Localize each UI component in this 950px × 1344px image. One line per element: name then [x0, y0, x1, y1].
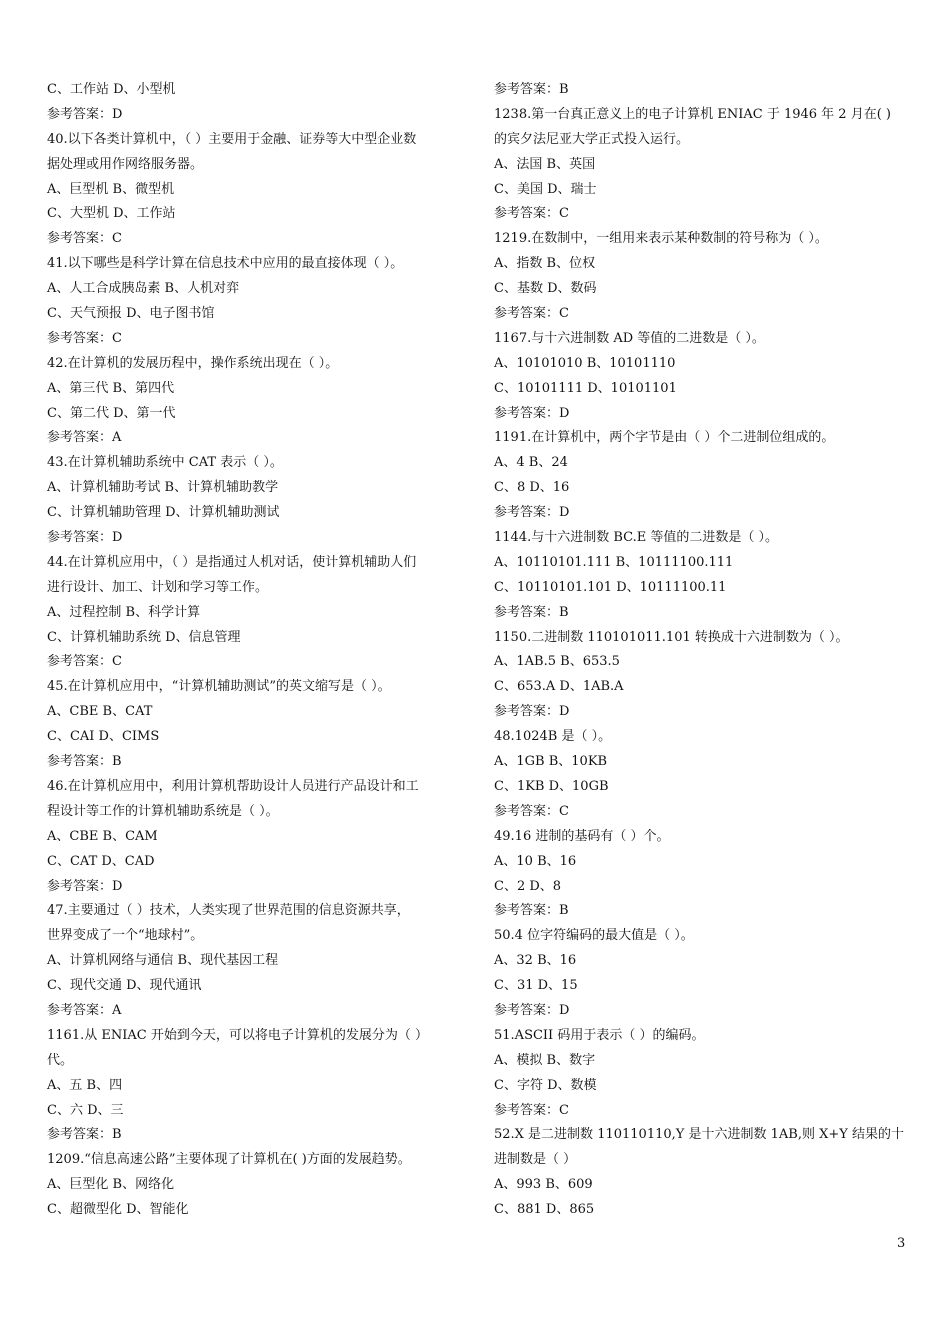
answer-line: 参考答案：C — [494, 206, 569, 222]
text-line: C、计算机辅助管理 D、计算机辅助测试 — [47, 505, 280, 521]
text-line: C、现代交通 D、现代通讯 — [47, 978, 202, 994]
text-line: A、巨型化 B、网络化 — [47, 1177, 175, 1193]
text-line: A、32 B、16 — [494, 953, 577, 969]
text-line: A、1GB B、10KB — [494, 754, 608, 770]
text-line: 48.1024B 是（ ）。 — [494, 729, 612, 745]
text-line: A、10110101.111 B、10111100.111 — [494, 554, 734, 570]
answer-line: 参考答案：C — [47, 231, 122, 247]
text-line: A、法国 B、英国 — [494, 156, 596, 172]
text-line: 47.主要通过（ ）技术，人类实现了世界范围的信息资源共享， — [47, 903, 410, 919]
text-line: 51.ASCII 码用于表示（ ）的编码。 — [494, 1027, 705, 1043]
text-line: C、653.A D、1AB.A — [494, 679, 624, 695]
text-line: A、4 B、24 — [494, 455, 568, 471]
text-line: C、881 D、865 — [494, 1202, 595, 1218]
text-line: C、大型机 D、工作站 — [47, 206, 176, 222]
text-line: 1161.从 ENIAC 开始到今天，可以将电子计算机的发展分为（ ） — [47, 1027, 428, 1043]
answer-line: 参考答案：B — [494, 903, 569, 919]
text-line: 进制数是（ ） — [494, 1152, 577, 1168]
text-line: A、10101010 B、10101110 — [494, 355, 676, 371]
answer-line: 参考答案：D — [47, 530, 123, 546]
text-line: 42.在计算机的发展历程中，操作系统出现在（ ）。 — [47, 355, 339, 371]
text-line: 45.在计算机应用中，“计算机辅助测试”的英文缩写是（ ）。 — [47, 679, 391, 695]
text-line: A、CBE B、CAM — [47, 828, 158, 844]
text-line: 1150.二进制数 110101011.101 转换成十六进制数为（ ）。 — [494, 629, 849, 645]
text-line: 的宾夕法尼亚大学正式投入运行。 — [494, 131, 690, 147]
text-line: A、10 B、16 — [494, 853, 577, 869]
answer-line: 参考答案：B — [494, 604, 569, 620]
answer-line: 参考答案：B — [47, 1127, 122, 1143]
text-line: 1209.“信息高速公路”主要体现了计算机在( )方面的发展趋势。 — [47, 1152, 411, 1168]
answer-line: 参考答案：D — [494, 1002, 570, 1018]
text-line: 43.在计算机辅助系统中 CAT 表示（ ）。 — [47, 455, 283, 471]
text-line: A、过程控制 B、科学计算 — [47, 604, 201, 620]
text-line: 1144.与十六进制数 BC.E 等值的二进数是（ ）。 — [494, 530, 779, 546]
answer-line: 参考答案：A — [47, 1002, 122, 1018]
text-line: C、CAT D、CAD — [47, 853, 155, 869]
text-line: C、字符 D、数模 — [494, 1077, 597, 1093]
text-line: 52.X 是二进制数 110110110,Y 是十六进制数 1AB,则 X+Y 结果的十 — [494, 1127, 904, 1143]
text-line: C、CAI D、CIMS — [47, 729, 160, 745]
answer-line: 参考答案：C — [47, 330, 122, 346]
text-line: C、计算机辅助系统 D、信息管理 — [47, 629, 241, 645]
text-line: A、人工合成胰岛素 B、人机对弈 — [47, 281, 240, 297]
text-line: A、993 B、609 — [494, 1177, 593, 1193]
text-line: C、第二代 D、第一代 — [47, 405, 176, 421]
text-line: 1191.在计算机中，两个字节是由（ ）个二进制位组成的。 — [494, 430, 835, 446]
answer-line: 参考答案：B — [47, 754, 122, 770]
answer-line: 参考答案：B — [494, 82, 569, 97]
answer-line: 参考答案：C — [494, 306, 569, 322]
answer-line: 参考答案：C — [47, 654, 122, 670]
text-line: 程设计等工作的计算机辅助系统是（ ）。 — [47, 803, 279, 819]
text-line: C、31 D、15 — [494, 978, 578, 994]
text-line: A、第三代 B、第四代 — [47, 380, 175, 396]
text-line: A、CBE B、CAT — [47, 704, 153, 720]
text-line: C、基数 D、数码 — [494, 281, 597, 297]
text-line: C、10101111 D、10101101 — [494, 380, 677, 396]
text-line: 世界变成了一个“地球村”。 — [47, 928, 204, 944]
text-line: 40.以下各类计算机中，（ ）主要用于金融、证券等大中型企业数 — [47, 131, 417, 147]
text-line: 代。 — [47, 1052, 74, 1068]
text-line: C、美国 D、瑞士 — [494, 181, 597, 197]
text-line: C、1KB D、10GB — [494, 778, 609, 794]
text-line: 49.16 进制的基码有（ ）个。 — [494, 828, 670, 844]
text-line: 46.在计算机应用中，利用计算机帮助设计人员进行产品设计和工 — [47, 778, 419, 794]
text-line: C、10110101.101 D、10111100.11 — [494, 579, 727, 595]
text-line: 据处理或用作网络服务器。 — [47, 156, 204, 172]
text-line: 进行设计、加工、计划和学习等工作。 — [47, 579, 269, 595]
left-column — [47, 78, 467, 1223]
text-line: C、2 D、8 — [494, 878, 562, 894]
right-column — [494, 78, 914, 1223]
answer-line: 参考答案：D — [494, 505, 570, 521]
text-line: C、六 D、三 — [47, 1102, 124, 1118]
text-line: 1238.第一台真正意义上的电子计算机 ENIAC 于 1946 年 2 月在( ) — [494, 106, 891, 122]
text-line: 1219.在数制中，一组用来表示某种数制的符号称为（ ）。 — [494, 231, 828, 247]
answer-line: 参考答案：D — [47, 878, 123, 894]
page-number: 3 — [897, 1236, 906, 1251]
text-line: A、五 B、四 — [47, 1077, 123, 1093]
text-line: A、指数 B、位权 — [494, 256, 596, 272]
text-line: A、计算机网络与通信 B、现代基因工程 — [47, 953, 279, 969]
text-line: A、模拟 B、数字 — [494, 1052, 596, 1068]
text-line: A、计算机辅助考试 B、计算机辅助教学 — [47, 480, 279, 496]
answer-line: 参考答案：D — [47, 106, 123, 122]
answer-line: 参考答案：C — [494, 803, 569, 819]
answer-line: 参考答案：D — [494, 704, 570, 720]
answer-line: 参考答案：D — [494, 405, 570, 421]
text-line: C、8 D、16 — [494, 480, 570, 496]
text-line: 44.在计算机应用中，（ ）是指通过人机对话，使计算机辅助人们 — [47, 554, 417, 570]
answer-line: 参考答案：A — [47, 430, 122, 446]
text-line: 1167.与十六进制数 AD 等值的二进数是（ ）。 — [494, 330, 765, 346]
text-line: C、超微型化 D、智能化 — [47, 1202, 189, 1218]
text-line: A、巨型机 B、微型机 — [47, 181, 175, 197]
answer-line: 参考答案：C — [494, 1102, 569, 1118]
text-line: C、天气预报 D、电子图书馆 — [47, 306, 215, 322]
text-line: 41.以下哪些是科学计算在信息技术中应用的最直接体现（ ）。 — [47, 256, 404, 272]
text-line: A、1AB.5 B、653.5 — [494, 654, 620, 670]
text-line: C、工作站 D、小型机 — [47, 82, 176, 97]
text-line: 50.4 位字符编码的最大值是（ ）。 — [494, 928, 694, 944]
